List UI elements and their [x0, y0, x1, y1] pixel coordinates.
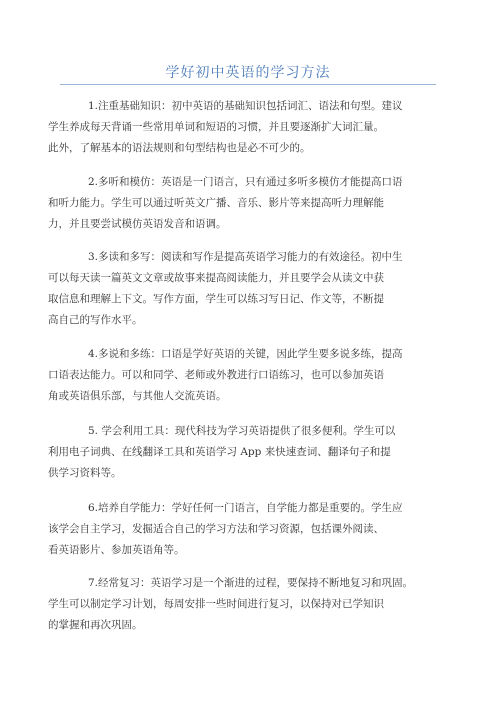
paragraph-tools: [48, 421, 448, 484]
paragraph-line: 2.多听和模仿：英语是一门语言，只有通过多听多模仿才能提高口语: [88, 176, 403, 188]
paragraph-reading-writing: [48, 247, 448, 331]
paragraph-line: 取信息和理解上下文。写作方面，学生可以练习写日记、作文等，不断提: [48, 293, 384, 305]
paragraph-line: 该学会自主学习，发掘适合自己的学习方法和学习资源，包括课外阅读、: [48, 523, 384, 535]
paragraph-self-study: [48, 498, 448, 561]
paragraph-line: 力，并且要尝试模仿英语发音和语调。: [48, 218, 227, 230]
paragraph-line: 7.经常复习：英语学习是一个渐进的过程，要保持不断地复习和巩固。: [88, 577, 414, 589]
paragraph-line: 学生可以制定学习计划，每周安排一些时间进行复习，以保持对已学知识: [48, 598, 384, 610]
document-title: 学好初中英语的学习方法: [165, 65, 331, 81]
title-divider: [60, 84, 436, 85]
paragraph-line: 6.培养自学能力：学好任何一门语言，自学能力都是重要的。学生应: [88, 502, 403, 514]
paragraph-line: 和听力能力。学生可以通过听英文广播、音乐、影片等来提高听力理解能: [48, 197, 384, 209]
paragraph-line: 供学习资料等。: [48, 467, 122, 479]
paragraph-line: 可以每天读一篇英文文章或故事来提高阅读能力，并且要学会从读文中获: [48, 272, 384, 284]
paragraph-line: 1.注重基础知识：初中英语的基础知识包括词汇、语法和句型。建议: [88, 100, 403, 112]
paragraph-line: 高自己的写作水平。: [48, 314, 143, 326]
paragraph-line: 3.多读和多写：阅读和写作是提高英语学习能力的有效途径。初中生: [88, 251, 403, 263]
paragraph-listening: [48, 172, 448, 235]
paragraph-line: 利用电子词典、在线翻译工具和英语学习 App 来快速查词、翻译句子和提: [48, 446, 391, 458]
paragraph-line: 此外，了解基本的语法规则和句型结构也是必不可少的。: [48, 142, 311, 154]
paragraph-line: 5. 学会利用工具：现代科技为学习英语提供了很多便利。学生可以: [88, 425, 396, 437]
paragraph-speaking: [48, 344, 448, 407]
paragraph-line: 口语表达能力。可以和同学、老师或外教进行口语练习，也可以参加英语: [48, 369, 384, 381]
paragraph-line: 4.多说和多练：口语是学好英语的关键，因此学生要多说多练，提高: [88, 348, 403, 360]
paragraph-basics: [48, 96, 448, 159]
paragraph-line: 的掌握和再次巩固。: [48, 619, 143, 631]
paragraph-line: 学生养成每天背诵一些常用单词和短语的习惯，并且要逐渐扩大词汇量。: [48, 121, 384, 133]
paragraph-review: [48, 573, 448, 636]
paragraph-line: 看英语影片、参加英语角等。: [48, 544, 185, 556]
paragraph-line: 角或英语俱乐部，与其他人交流英语。: [48, 390, 227, 402]
